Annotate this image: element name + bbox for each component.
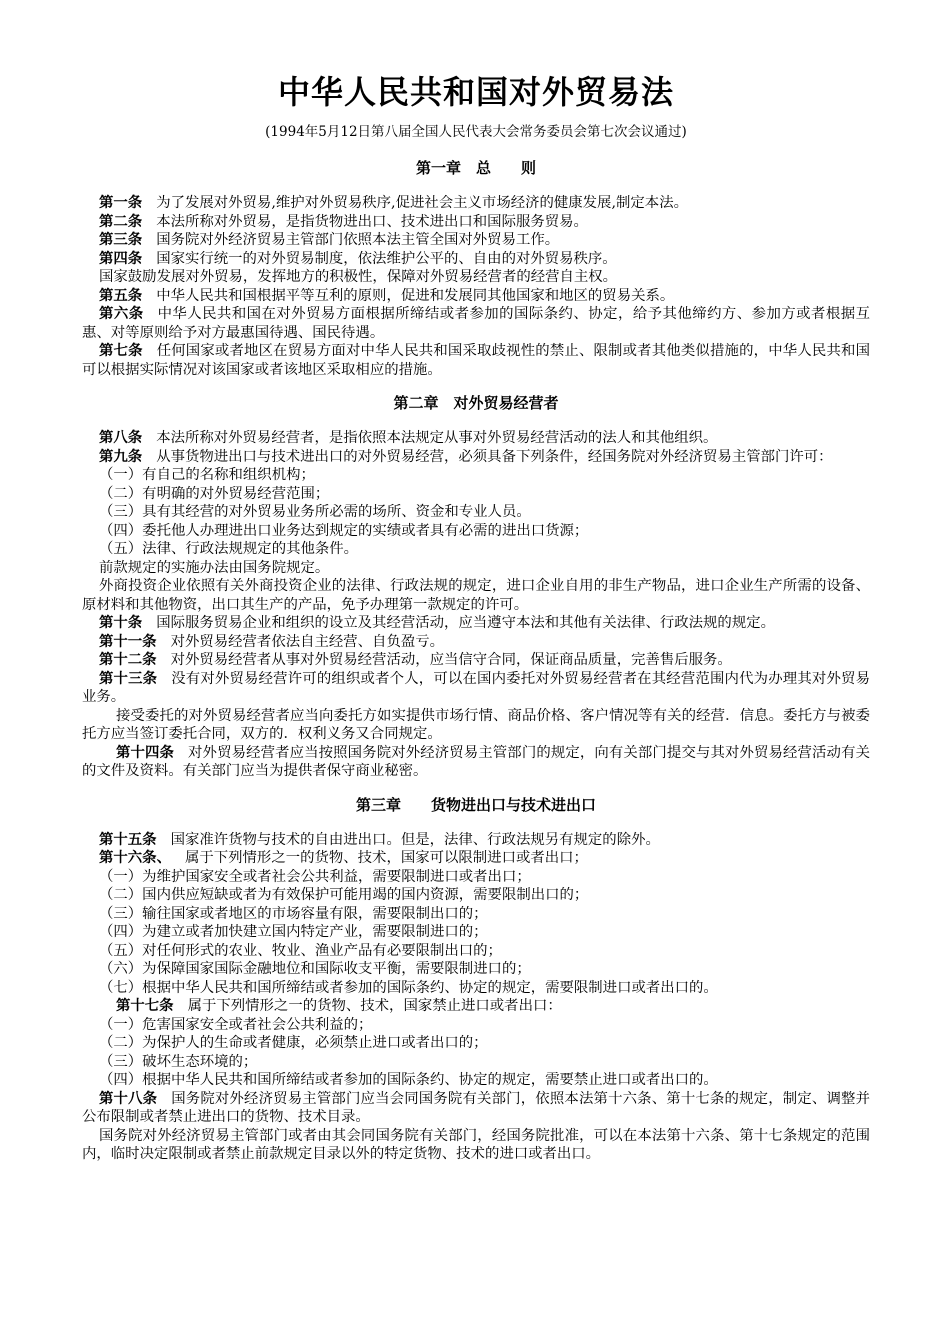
paragraph: [82, 960, 870, 979]
chapter-heading: 第一章 总 则: [415, 159, 536, 177]
article-number: 第七条: [99, 343, 143, 359]
article-paragraph: [82, 213, 870, 232]
article-paragraph: [82, 287, 870, 306]
article-paragraph: [82, 633, 870, 652]
article-number: 第三条: [99, 232, 143, 248]
article-paragraph: [82, 670, 870, 707]
paragraph: [82, 466, 870, 485]
paragraph-text: 国家实行统一的对外贸易制度，依法维护公平的、自由的对外贸易秩序。: [156, 250, 617, 267]
paragraph-text: 本法所称对外贸易，是指货物进出口、技术进出口和国际服务贸易。: [156, 213, 588, 230]
chapter-heading: 第二章 对外贸易经营者: [393, 394, 559, 412]
article-number: 第十三条: [99, 670, 158, 687]
chapters-container: [82, 158, 870, 1164]
chapter-section: [82, 795, 870, 1164]
paragraph-text: （四）委托他人办理进出口业务达到规定的实绩或者具有必需的进出口货源；: [99, 522, 589, 539]
paragraph-text: 外商投资企业依照有关外商投资企业的法律、行政法规的规定，进口企业自用的非生产物品，进口企业生产所需的设备、原材料和其他物资，出口其生产的产品，免予办理第一款规定的许可。: [82, 578, 870, 613]
paragraph: [82, 707, 870, 744]
paragraph-text: 国务院对外经济贸易主管部门或者由其会同国务院有关部门，经国务院批准，可以在本法第十六条、第十七条规定的范围内，临时决定限制或者禁止前款规定目录以外的特定货物、技术的进口或者出口。: [82, 1127, 870, 1162]
paragraph-text: （五）对任何形式的农业、牧业、渔业产品有必要限制出口的；: [99, 942, 502, 959]
article-paragraph: [82, 194, 870, 213]
article-number: 第十七条: [116, 998, 174, 1014]
article-number: 第十条: [99, 615, 143, 631]
paragraph-text: 任何国家或者地区在贸易方面对中华人民共和国采取歧视性的禁止、限制或者其他类似措施的，中华人民共和国可以根据实际情况对该国家或者该地区采取相应的措施。: [82, 343, 870, 378]
article-number: 第十一条: [99, 633, 157, 650]
paragraph-text: 国务院对外经济贸易主管部门依照本法主管全国对外贸易工作。: [156, 232, 560, 248]
article-number: 第十四条: [116, 744, 175, 761]
document-subtitle: (1994年5月12日第八届全国人民代表大会常务委员会第七次会议通过): [265, 124, 687, 140]
article-paragraph: [82, 651, 870, 670]
article-number: 第五条: [99, 287, 143, 304]
article-paragraph: [82, 305, 870, 342]
article-paragraph: [82, 849, 870, 868]
paragraph-text: 中华人民共和国在对外贸易方面根据所缔结或者参加的国际条约、协定，给予其他缔约方、参加方或者根据互惠、对等原则给予对方最惠国待遇、国民待遇。: [82, 306, 870, 341]
document-title: 中华人民共和国对外贸易法: [277, 73, 674, 111]
paragraph: [82, 868, 870, 887]
paragraph-text: （六）为保障国家国际金融地位和国际收支平衡，需要限制进口的；: [99, 961, 531, 977]
paragraph-text: （五）法律、行政法规规定的其他条件。: [99, 541, 359, 557]
chapter-section: [82, 158, 870, 379]
article-number: 第九条: [99, 448, 143, 465]
paragraph-text: 中华人民共和国根据平等互利的原则，促进和发展同其他国家和地区的贸易关系。: [156, 287, 675, 304]
paragraph-text: （三）具有其经营的对外贸易业务所必需的场所、资金和专业人员。: [99, 504, 531, 520]
article-number: 第四条: [99, 250, 143, 267]
article-paragraph: [82, 250, 870, 269]
paragraph-text: 属于下列情形之一的货物、技术，国家禁止进口或者出口：: [187, 998, 562, 1014]
paragraph: [82, 1127, 870, 1164]
paragraph: [82, 503, 870, 522]
paragraph-text: 国际服务贸易企业和组织的设立及其经营活动，应当遵守本法和其他有关法律、行政法规的规定。: [156, 615, 775, 631]
article-paragraph: [82, 429, 870, 448]
paragraph-text: （七）根据中华人民共和国所缔结或者参加的国际条约、协定的规定，需要限制进口或者出口的。: [99, 979, 718, 996]
paragraph-text: 国家准许货物与技术的自由进出口。但是，法律、行政法规另有规定的除外。: [170, 831, 660, 848]
paragraph-text: 国家鼓励发展对外贸易，发挥地方的积极性，保障对外贸易经营者的经营自主权。: [99, 269, 618, 285]
paragraph-text: 本法所称对外贸易经营者，是指依照本法规定从事对外贸易经营活动的法人和其他组织。: [156, 430, 718, 446]
paragraph-text: （一）为维护国家安全或者社会公共利益，需要限制进口或者出口；: [99, 868, 531, 885]
article-number: 第十五条: [99, 831, 157, 848]
document-page: [82, 68, 870, 1164]
article-number: 第十六条、: [99, 850, 171, 866]
paragraph-text: （二）国内供应短缺或者为有效保护可能用竭的国内资源，需要限制出口的；: [99, 887, 589, 903]
article-number: 第六条: [99, 306, 144, 322]
paragraph-text: 接受委托的对外贸易经营者应当向委托方如实提供市场行情、商品价格、客户情况等有关的经营．信息。委托方与被委托方应当签订委托合同，双方的．权利义务又合同规定。: [82, 707, 870, 742]
paragraph: [82, 540, 870, 559]
paragraph-text: （四）根据中华人民共和国所缔结或者参加的国际条约、协定的规定，需要禁止进口或者出口的。: [99, 1072, 718, 1088]
article-paragraph: [82, 744, 870, 781]
paragraph-text: 从事货物进出口与技术进出口的对外贸易经营，必须具备下列条件，经国务院对外经济贸易主管部门许可：: [156, 448, 833, 465]
paragraph-text: （四）为建立或者加快建立国内特定产业，需要限制进口的；: [99, 924, 488, 940]
paragraph-text: （二）为保护人的生命或者健康，必须禁止进口或者出口的；: [99, 1035, 488, 1051]
paragraph-text: 没有对外贸易经营许可的组织或者个人，可以在国内委托对外贸易经营者在其经营范围内代为办理其对外贸易业务。: [82, 670, 870, 705]
paragraph: [82, 268, 870, 287]
paragraph: [82, 942, 870, 961]
paragraph: [82, 905, 870, 924]
article-paragraph: [82, 831, 870, 850]
paragraph-text: （三）破坏生态环境的；: [99, 1053, 258, 1070]
paragraph-text: 对外贸易经营者应当按照国务院对外经济贸易主管部门的规定，向有关部门提交与其对外贸易经营活动有关的文件及资料。有关部门应当为提供者保守商业秘密。: [82, 744, 870, 779]
paragraph-text: （一）有自己的名称和组织机构；: [99, 467, 315, 483]
paragraph: [82, 485, 870, 504]
article-paragraph: [82, 997, 870, 1016]
article-paragraph: [82, 614, 870, 633]
paragraph: [82, 979, 870, 998]
paragraph-text: 为了发展对外贸易,维护对外贸易秩序,促进社会主义市场经济的健康发展,制定本法。: [156, 195, 688, 211]
article-number: 第十二条: [99, 652, 157, 668]
paragraph: [82, 1016, 870, 1035]
article-paragraph: [82, 342, 870, 379]
paragraph-text: 国务院对外经济贸易主管部门应当会同国务院有关部门，依照本法第十六条、第十七条的规定，制定、调整并公布限制或者禁止进出口的货物、技术目录。: [82, 1090, 870, 1125]
paragraph: [82, 577, 870, 614]
paragraph: [82, 559, 870, 578]
paragraph: [82, 1034, 870, 1053]
article-number: 第二条: [99, 213, 143, 230]
paragraph-text: 属于下列情形之一的货物、技术，国家可以限制进口或者出口；: [184, 850, 588, 866]
paragraph-text: （二）有明确的对外贸易经营范围；: [99, 485, 330, 502]
article-number: 第十八条: [99, 1090, 158, 1107]
article-number: 第八条: [99, 430, 143, 446]
chapter-section: [82, 393, 870, 781]
article-paragraph: [82, 1090, 870, 1127]
paragraph: [82, 886, 870, 905]
paragraph: [82, 1053, 870, 1072]
chapter-heading: 第三章 货物进出口与技术进出口: [355, 795, 596, 814]
paragraph: [82, 522, 870, 541]
paragraph-text: （一）危害国家安全或者社会公共利益的；: [99, 1016, 373, 1033]
paragraph-text: 对外贸易经营者从事对外贸易经营活动，应当信守合同，保证商品质量，完善售后服务。: [170, 652, 732, 668]
paragraph-text: 对外贸易经营者依法自主经营、自负盈亏。: [170, 633, 445, 650]
paragraph: [82, 1071, 870, 1090]
paragraph-text: 前款规定的实施办法由国务院规定。: [99, 559, 330, 576]
paragraph-text: （三）输往国家或者地区的市场容量有限，需要限制出口的；: [99, 905, 488, 922]
paragraph: [82, 923, 870, 942]
article-number: 第一条: [99, 195, 143, 211]
article-paragraph: [82, 448, 870, 467]
article-paragraph: [82, 231, 870, 250]
